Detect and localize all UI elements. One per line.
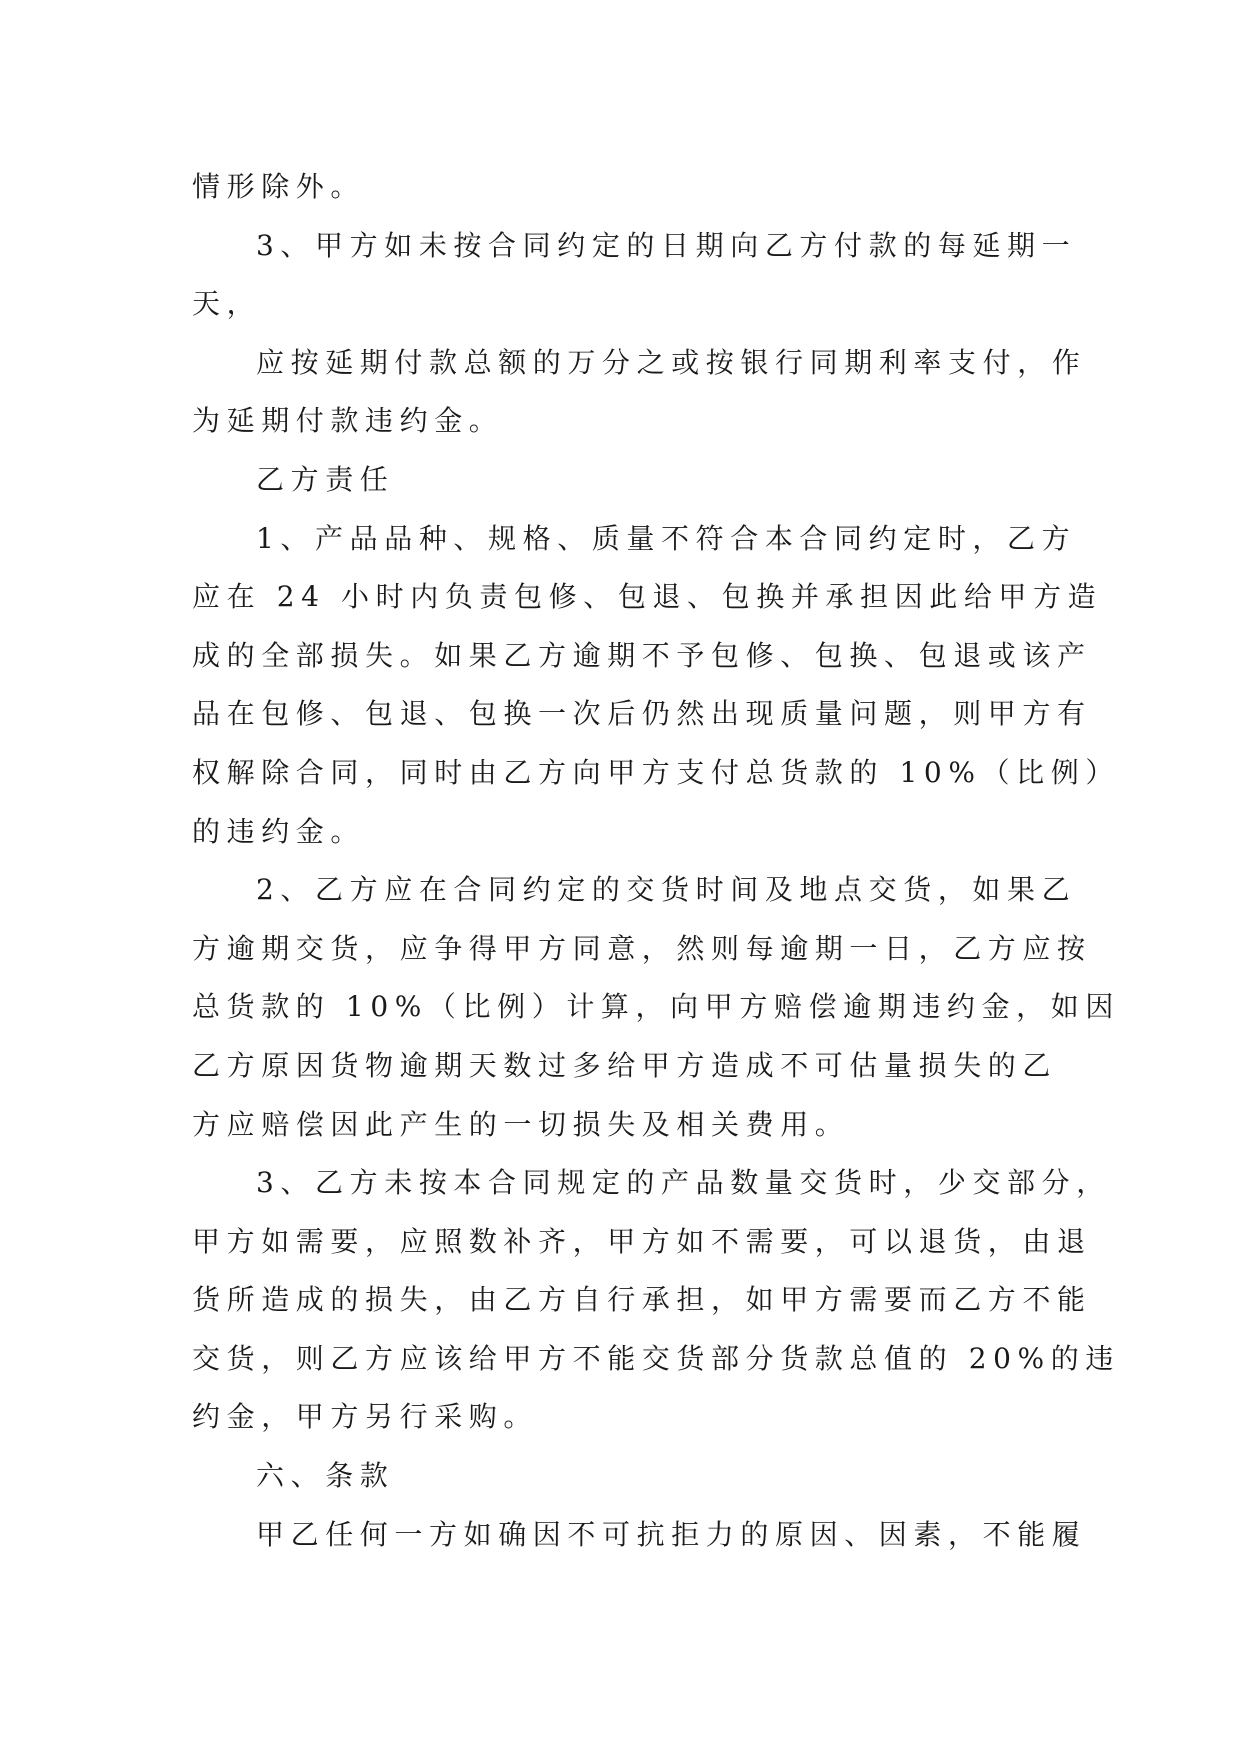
text-line: 甲乙任何一方如确因不可抗拒力的原因、因素，不能履 <box>256 1517 1087 1551</box>
text-line: 为延期付款违约金。 <box>192 404 504 438</box>
text-line: 权解除合同，同时由乙方向甲方支付总货款的 10%（比例） <box>192 755 1120 789</box>
text-line: 总货款的 10%（比例）计算，向甲方赔偿逾期违约金，如因 <box>192 990 1120 1024</box>
text-line: 3、甲方如未按合同约定的日期向乙方付款的每延期一 <box>256 228 1077 262</box>
text-line: 货所造成的损失，由乙方自行承担，如甲方需要而乙方不能 <box>192 1283 1092 1317</box>
text-line: 方逾期交货，应争得甲方同意，然则每逾期一日，乙方应按 <box>192 931 1092 965</box>
text-line: 乙方原因货物逾期天数过多给甲方造成不可估量损失的乙 <box>192 1048 1058 1082</box>
text-line: 交货，则乙方应该给甲方不能交货部分货款总值的 20%的违 <box>192 1341 1120 1375</box>
text-line: 应按延期付款总额的万分之或按银行同期利率支付，作 <box>256 345 1087 379</box>
text-line: 成的全部损失。如果乙方逾期不予包修、包换、包退或该产 <box>192 638 1092 672</box>
text-line: 情形除外。 <box>192 170 366 203</box>
text-line: 2、乙方应在合同约定的交货时间及地点交货，如果乙 <box>256 873 1077 907</box>
section-heading: 六、条款 <box>256 1459 395 1493</box>
text-line: 应在 24 小时内负责包修、包退、包换并承担因此给甲方造 <box>192 580 1103 614</box>
text-line: 约金，甲方另行采购。 <box>192 1400 539 1434</box>
text-line: 品在包修、包退、包换一次后仍然出现质量问题，则甲方有 <box>192 697 1092 731</box>
text-line: 1、产品品种、规格、质量不符合本合同约定时，乙方 <box>256 521 1077 555</box>
text-line: 方应赔偿因此产生的一切损失及相关费用。 <box>192 1107 850 1141</box>
text-line: 甲方如需要，应照数补齐，甲方如不需要，可以退货，由退 <box>192 1224 1092 1258</box>
text-line: 3、乙方未按本合同规定的产品数量交货时，少交部分， <box>256 1166 1111 1200</box>
text-line: 的违约金。 <box>192 814 366 848</box>
document-body <box>192 158 1120 1564</box>
text-line: 天， <box>192 287 262 321</box>
section-heading: 乙方责任 <box>256 462 395 496</box>
